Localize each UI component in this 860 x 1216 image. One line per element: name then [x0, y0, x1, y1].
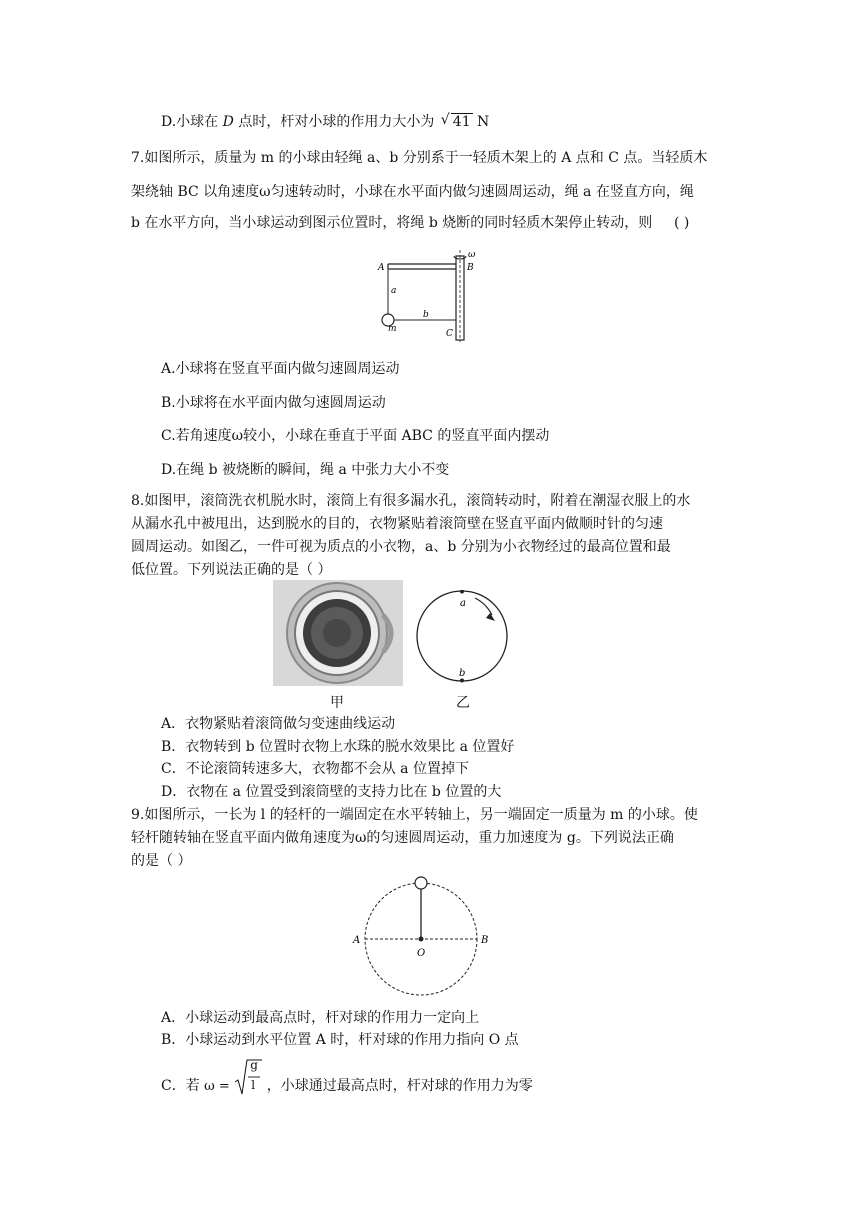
q7-frame-figure	[374, 248, 484, 343]
q8-option-c: C．不论滚筒转速多大，衣物都不会从 a 位置掉下	[161, 761, 469, 777]
sqrt-symbol	[234, 1058, 262, 1098]
q6-d-prefix: D.小球在	[161, 114, 219, 130]
fraction-numerator: g	[250, 1058, 258, 1072]
washing-machine-photo	[273, 580, 403, 686]
q7-option-c: C.若角速度ω较小，小球在垂直于平面 ABC 的竖直平面内摆动	[161, 428, 550, 444]
q7-stem-line2: 架绕轴 BC 以角速度ω匀速转动时，小球在水平面内做匀速圆周运动，绳 a 在竖直方向，绳	[131, 184, 694, 200]
q6-d-unit: N	[472, 114, 490, 130]
fig9-label-b: B	[481, 935, 489, 946]
figure-label-yi: 乙	[456, 695, 470, 711]
q7-option-b: B.小球将在水平面内做匀速圆周运动	[161, 395, 386, 411]
q9-stem-line3: 的是（ ）	[131, 853, 192, 869]
fig7-label-rope-a: a	[391, 286, 397, 296]
q9-c-omega: ω =	[204, 1079, 230, 1094]
sqrt-radicand: 41	[452, 114, 471, 130]
sqrt-expression: √ 41	[440, 112, 471, 130]
q8-option-a: A．衣物紧贴着滚筒做匀变速曲线运动	[161, 716, 396, 732]
fig7-label-mass: m	[388, 324, 397, 334]
q7-stem-line1: 7.如图所示，质量为 m 的小球由轻绳 a、b 分别系于一轻质木架上的 A 点和 C 点。当轻质木	[131, 150, 708, 166]
q7-option-d: D.在绳 b 被烧断的瞬间，绳 a 中张力大小不变	[161, 462, 450, 478]
q9-option-b: B．小球运动到水平位置 A 时，杆对球的作用力指向 O 点	[161, 1032, 519, 1048]
fig9-label-a: A	[353, 935, 361, 946]
q9-c-suffix: ，小球通过最高点时，杆对球的作用力为零	[266, 1078, 533, 1094]
q7-answer-bracket: ( )	[674, 215, 690, 231]
q9-stem-line2: 轻杆随转轴在竖直平面内做角速度为ω的匀速圆周运动，重力加速度为 g。下列说法正确	[131, 830, 674, 846]
figure-label-jia: 甲	[330, 695, 344, 711]
fig8-label-b: b	[459, 668, 466, 679]
q7-option-a: A.小球将在竖直平面内做匀速圆周运动	[161, 361, 400, 377]
q9-c-prefix: C．若	[161, 1078, 200, 1094]
q6-option-d	[161, 112, 489, 132]
circle-motion-diagram	[412, 590, 512, 690]
fig7-label-c-point: C	[446, 329, 453, 339]
q8-stem-line3: 圆周运动。如图乙，一件可视为质点的小衣物，a、b 分别为小衣物经过的最高位置和最	[131, 539, 671, 555]
q9-option-c	[161, 1058, 533, 1106]
q8-stem-line4: 低位置。下列说法正确的是（ ）	[131, 562, 332, 578]
fig7-label-a-point: A	[378, 263, 385, 273]
fig7-label-rope-b: b	[423, 310, 429, 320]
q9-option-a: A．小球运动到最高点时，杆对球的作用力一定向上	[161, 1010, 480, 1026]
q8-option-d: D．衣物在 a 位置受到滚筒壁的支持力比在 b 位置的大	[161, 784, 502, 800]
fraction-denominator: l	[251, 1078, 256, 1092]
q6-d-mid: 点时，杆对小球的作用力大小为	[233, 114, 435, 130]
fig7-label-b-point: B	[467, 263, 474, 273]
sqrt-fraction	[234, 1058, 262, 1106]
fig7-label-omega: ω	[468, 250, 476, 260]
q8-option-b: B．衣物转到 b 位置时衣物上水珠的脱水效果比 a 位置好	[161, 739, 515, 755]
q7-stem-line3: b 在水平方向，当小球运动到图示位置时，将绳 b 烧断的同时轻质木架停止转动，则	[131, 215, 653, 231]
q6-d-point: D	[222, 114, 234, 130]
q9-stem-line1: 9.如图所示，一长为 l 的轻杆的一端固定在水平转轴上，另一端固定一质量为 m 的小球。使	[131, 807, 698, 823]
fig9-label-o: O	[417, 948, 426, 959]
q8-stem-line1: 8.如图甲，滚筒洗衣机脱水时，滚筒上有很多漏水孔，滚筒转动时，附着在潮湿衣服上的水	[131, 493, 691, 509]
q8-stem-line2: 从漏水孔中被甩出，达到脱水的目的，衣物紧贴着滚筒壁在竖直平面内做顺时针的匀速	[131, 516, 663, 532]
fig8-label-a: a	[460, 598, 466, 609]
rod-rotation-diagram	[350, 870, 495, 1000]
